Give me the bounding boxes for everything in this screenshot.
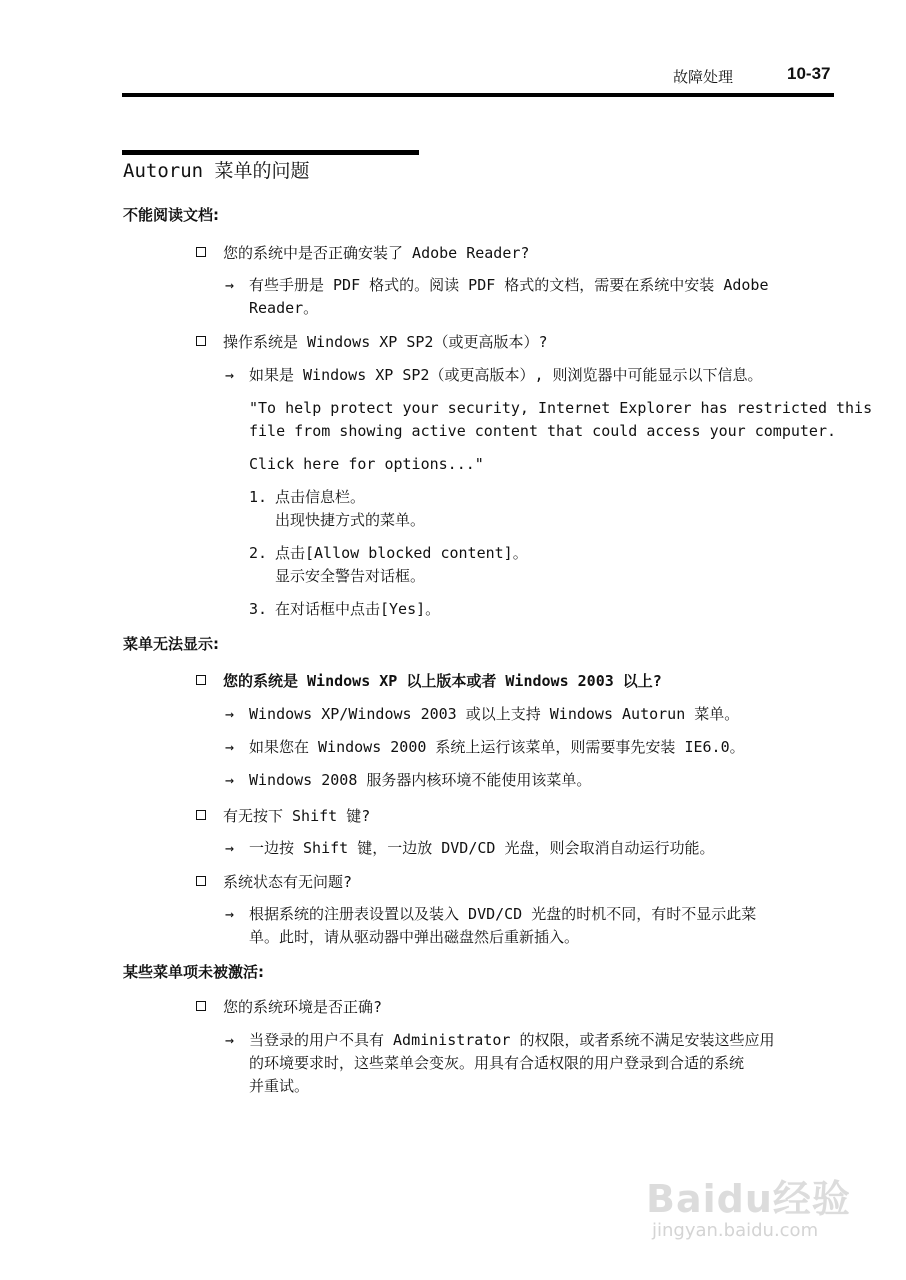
step-text: 点击[Allow blocked content]。 [275, 544, 528, 562]
arrow-right-icon: → [225, 905, 235, 923]
arrow-right-icon: → [225, 738, 235, 756]
ie-message [249, 397, 872, 443]
answer-text: Reader。 [249, 299, 319, 317]
answer-windows-2000 [225, 736, 745, 759]
step-3 [249, 598, 440, 621]
subheading-menu-not-shown: 菜单无法显示: [123, 635, 219, 653]
header-rule [122, 93, 834, 97]
ie-message-line: "To help protect your security, Internet Explorer has restricted this [249, 399, 873, 417]
checkbox-bullet-icon [196, 247, 206, 257]
step-text: 出现快捷方式的菜单。 [275, 511, 426, 529]
question-text: 您的系统环境是否正确? [223, 998, 383, 1016]
section-title-latin: Autorun [123, 160, 204, 182]
section-rule [122, 150, 419, 155]
answer-text: 如果您在 Windows 2000 系统上运行该菜单，则需要事先安装 IE6.0。 [249, 738, 745, 756]
step-number: 3. [249, 600, 268, 618]
question-windows-version [196, 670, 662, 691]
checkbox-bullet-icon [196, 336, 206, 346]
answer-system-state [225, 903, 756, 949]
section-title-cjk: 菜单的问题 [214, 160, 310, 182]
question-text: 系统状态有无问题? [223, 873, 353, 891]
step-1 [249, 486, 425, 532]
answer-text: 如果是 Windows XP SP2（或更高版本）, 则浏览器中可能显示以下信息。 [249, 366, 763, 384]
question-text: 您的系统中是否正确安装了 Adobe Reader? [223, 244, 530, 262]
arrow-right-icon: → [225, 1031, 235, 1049]
checkbox-bullet-icon [196, 675, 206, 685]
step-2 [249, 542, 528, 588]
arrow-right-icon: → [225, 276, 235, 294]
answer-adobe-reader [225, 274, 769, 320]
answer-windows-2008 [225, 769, 591, 792]
baidu-watermark [640, 1150, 870, 1260]
question-system-environment [196, 996, 382, 1017]
watermark-url: jingyan.baidu.com [652, 1220, 819, 1241]
section-title [123, 156, 310, 183]
ie-message-options: Click here for options..." [249, 455, 484, 473]
answer-text: 根据系统的注册表设置以及装入 DVD/CD 光盘的时机不同，有时不显示此菜 [249, 905, 757, 923]
step-text: 在对话框中点击[Yes]。 [275, 600, 441, 618]
answer-text: 有些手册是 PDF 格式的。阅读 PDF 格式的文档，需要在系统中安装 Adobe [249, 276, 769, 294]
answer-shift-key [225, 837, 714, 860]
question-text: 您的系统是 Windows XP 以上版本或者 Windows 2003 以上? [223, 672, 662, 690]
step-text: 点击信息栏。 [275, 488, 366, 506]
step-number: 1. [249, 488, 268, 506]
answer-text: Windows XP/Windows 2003 或以上支持 Windows Autorun 菜单。 [249, 705, 740, 723]
question-adobe-reader [196, 242, 529, 263]
answer-text: 并重试。 [249, 1077, 310, 1095]
checkbox-bullet-icon [196, 810, 206, 820]
subheading-items-inactive: 某些菜单项未被激活: [123, 963, 264, 981]
answer-autorun-support [225, 703, 739, 726]
answer-text: 单。此时，请从驱动器中弹出磁盘然后重新插入。 [249, 928, 580, 946]
step-text: 显示安全警告对话框。 [275, 567, 426, 585]
arrow-right-icon: → [225, 839, 235, 857]
answer-text: 一边按 Shift 键，一边放 DVD/CD 光盘，则会取消自动运行功能。 [249, 839, 715, 857]
answer-system-environment [225, 1029, 774, 1098]
answer-text: Windows 2008 服务器内核环境不能使用该菜单。 [249, 771, 592, 789]
ie-message-line: file from showing active content that could access your computer. [249, 422, 836, 440]
answer-text: 的环境要求时，这些菜单会变灰。用具有合适权限的用户登录到合适的系统 [249, 1054, 745, 1072]
page-number: 10-37 [787, 64, 831, 83]
arrow-right-icon: → [225, 771, 235, 789]
arrow-right-icon: → [225, 366, 235, 384]
checkbox-bullet-icon [196, 876, 206, 886]
answer-windows-xp-sp2 [225, 364, 763, 387]
question-shift-key [196, 805, 370, 826]
question-text: 有无按下 Shift 键? [223, 807, 371, 825]
baidu-logo: Baidu经验 [646, 1177, 851, 1221]
question-windows-xp-sp2 [196, 331, 548, 352]
header-section-title: 故障处理 [673, 68, 734, 86]
question-text: 操作系统是 Windows XP SP2（或更高版本）? [223, 333, 548, 351]
answer-text: 当登录的用户不具有 Administrator 的权限，或者系统不满足安装这些应用 [249, 1031, 775, 1049]
subheading-cannot-read: 不能阅读文档: [123, 206, 219, 224]
arrow-right-icon: → [225, 705, 235, 723]
checkbox-bullet-icon [196, 1001, 206, 1011]
question-system-state [196, 871, 352, 892]
step-number: 2. [249, 544, 268, 562]
